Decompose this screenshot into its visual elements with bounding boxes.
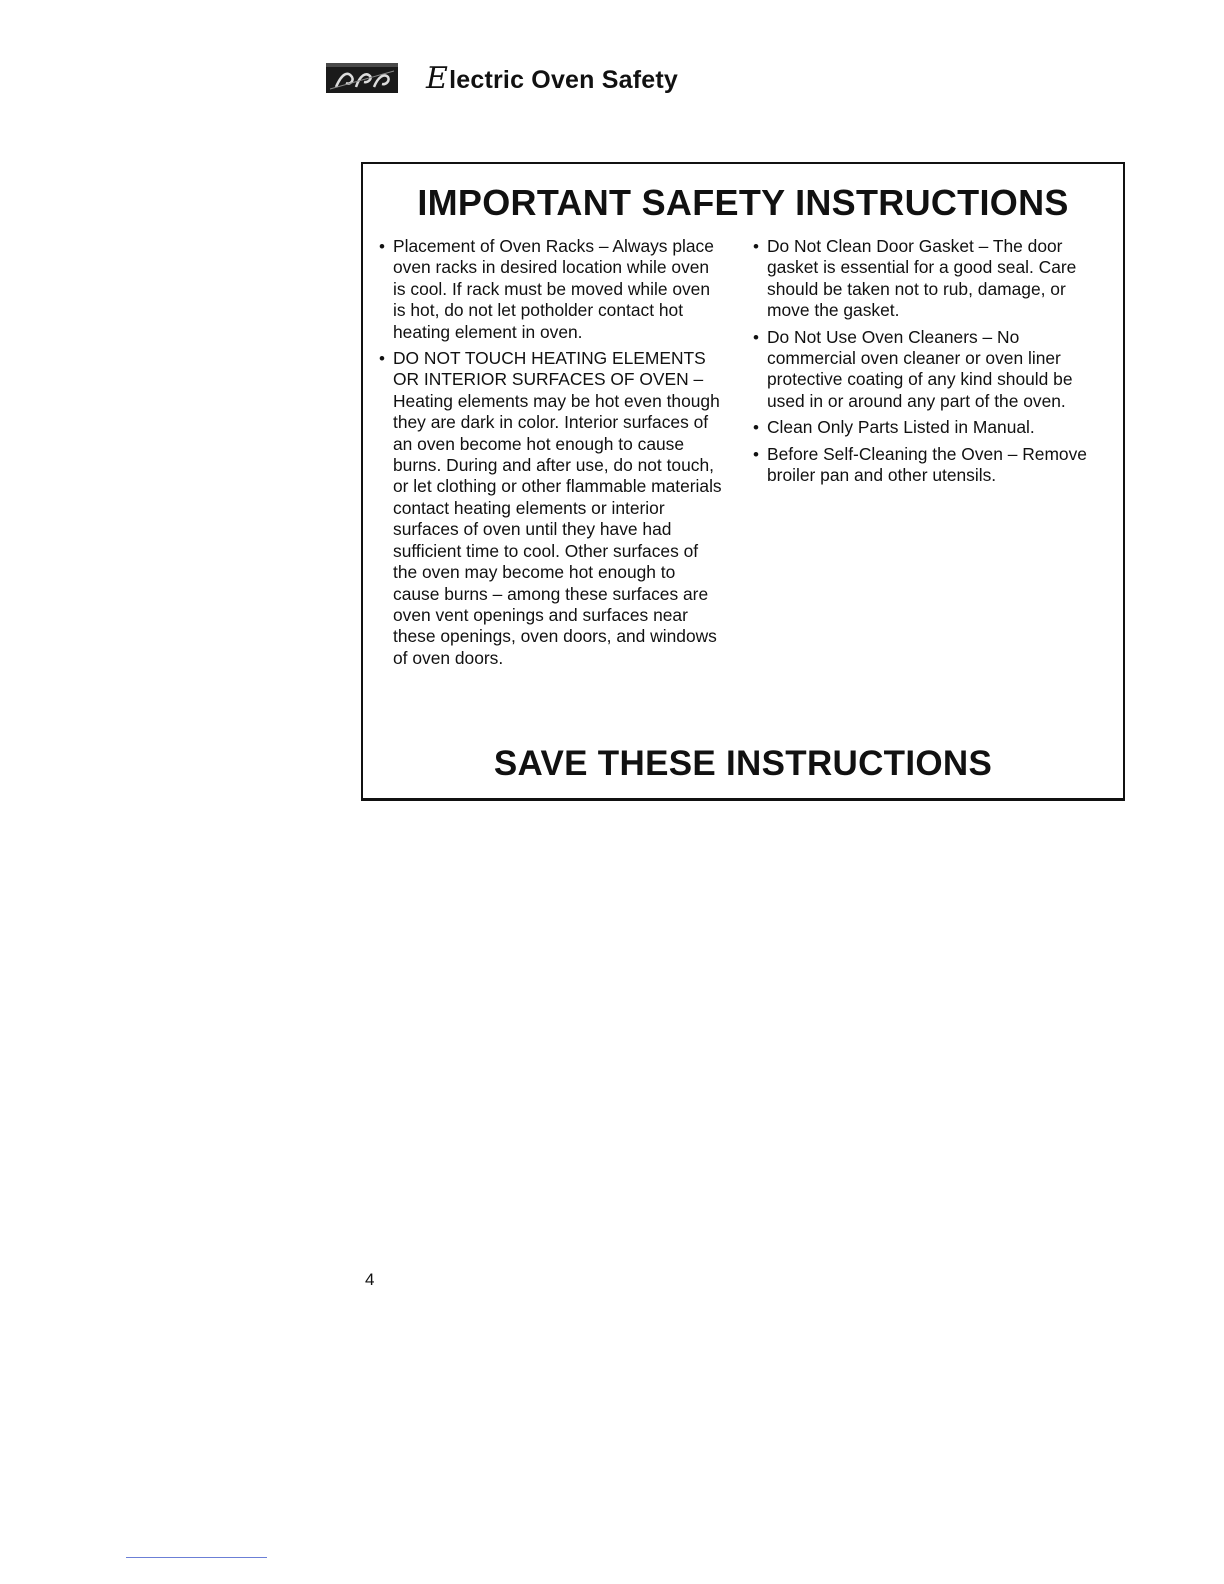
safety-item: • Clean Only Parts Listed in Manual. [753, 417, 1109, 438]
safety-box-footer: SAVE THESE INSTRUCTIONS [493, 744, 993, 783]
safety-list-right [753, 236, 1109, 491]
footer-divider [126, 1557, 267, 1558]
safety-list-left [379, 236, 724, 674]
page-header [326, 58, 678, 98]
section-title-text: lectric Oven Safety [449, 65, 679, 94]
safety-item: • Do Not Use Oven Cleaners – No commercial oven cleaner or oven liner protective coating of any kind should be used in or around any part of the oven. [753, 327, 1109, 413]
section-title [426, 61, 678, 96]
brand-logo-icon [326, 63, 398, 93]
safety-box-title: IMPORTANT SAFETY INSTRUCTIONS [417, 182, 1069, 223]
safety-item: • DO NOT TOUCH HEATING ELEMENTS OR INTERIOR SURFACES OF OVEN – Heating elements may be hot even though they are dark in color. Interior surfaces of an oven become hot enough to cause burns. During and after use, do not touch, or let clothing or other flammable materials contact heating elements or interior surfaces of oven until they have had sufficient time to cool. Other surfaces of the oven may become hot enough to cause burns – among these surfaces are oven vent openings and surfaces near these openings, oven doors, and windows of oven doors. [379, 348, 724, 669]
page-number: 4 [365, 1270, 375, 1289]
safety-item: • Do Not Clean Door Gasket – The door gasket is essential for a good seal. Care should be taken not to rub, damage, or move the gasket. [753, 236, 1109, 322]
safety-instructions-box [361, 162, 1125, 801]
safety-item: • Before Self-Cleaning the Oven – Remove broiler pan and other utensils. [753, 444, 1109, 487]
section-title-initial: E [426, 60, 449, 96]
safety-item: • Placement of Oven Racks – Always place oven racks in desired location while oven is cool. If rack must be moved while oven is hot, do not let potholder contact hot heating element in oven. [379, 236, 724, 343]
